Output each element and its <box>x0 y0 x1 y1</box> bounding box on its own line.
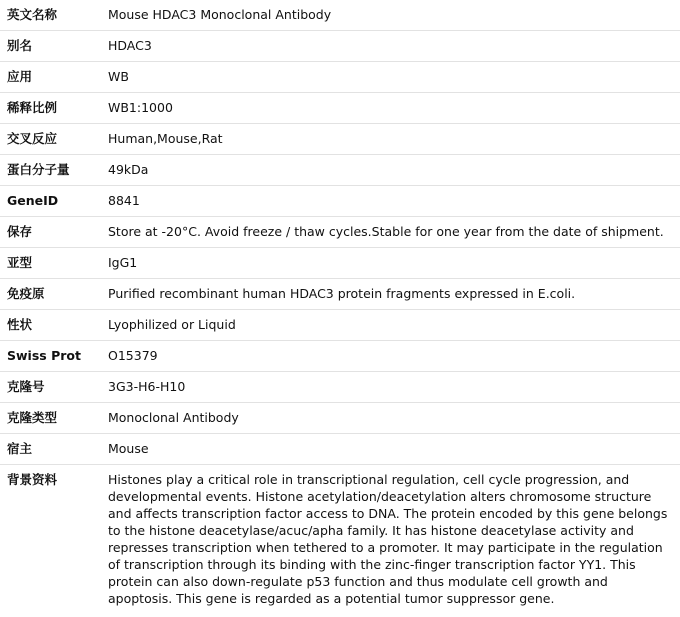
row-clone-number <box>0 372 680 403</box>
row-label: Swiss Prot <box>0 341 107 372</box>
row-isotype <box>0 248 680 279</box>
row-label: 克隆号 <box>0 372 107 403</box>
row-label: 背景资料 <box>7 472 58 487</box>
row-label: 保存 <box>0 217 107 248</box>
row-gene-id <box>0 186 680 217</box>
row-label: GeneID <box>0 186 107 217</box>
row-storage <box>0 217 680 248</box>
row-application <box>0 62 680 93</box>
row-value: Store at -20°C. Avoid freeze / thaw cycles.Stable for one year from the date of shipment. <box>107 217 680 248</box>
row-label: 稀释比例 <box>0 93 107 124</box>
row-english-name <box>0 0 680 31</box>
row-value: 3G3-H6-H10 <box>107 372 680 403</box>
row-value: Lyophilized or Liquid <box>107 310 680 341</box>
row-molecular-weight <box>0 155 680 186</box>
row-value: 49kDa <box>107 155 680 186</box>
row-label: 性状 <box>0 310 107 341</box>
row-alias <box>0 31 680 62</box>
row-label: 交叉反应 <box>0 124 107 155</box>
row-background <box>0 465 680 612</box>
row-label: 英文名称 <box>0 0 107 31</box>
row-value: Mouse <box>107 434 680 465</box>
row-value: HDAC3 <box>107 31 680 62</box>
row-value: O15379 <box>107 341 680 372</box>
row-value: IgG1 <box>107 248 680 279</box>
row-value: WB <box>107 62 680 93</box>
row-value: Purified recombinant human HDAC3 protein fragments expressed in E.coli. <box>107 279 680 310</box>
row-label: 别名 <box>0 31 107 62</box>
row-value: 8841 <box>107 186 680 217</box>
row-value: Mouse HDAC3 Monoclonal Antibody <box>107 0 680 31</box>
row-value: WB1:1000 <box>107 93 680 124</box>
row-label: 免疫原 <box>0 279 107 310</box>
row-label: 亚型 <box>0 248 107 279</box>
row-label: 应用 <box>0 62 107 93</box>
row-value: Monoclonal Antibody <box>107 403 680 434</box>
row-label: 宿主 <box>0 434 107 465</box>
row-swiss-prot <box>0 341 680 372</box>
row-cross-reactivity <box>0 124 680 155</box>
row-label: 蛋白分子量 <box>0 155 107 186</box>
row-value: Histones play a critical role in transcriptional regulation, cell cycle progression, and developmental events. Histone acetylation/deacetylation alters chromosome structure and affects transcription factor access to DNA. The protein encoded by this gene belongs to the histone deacetylase/acuc/apha family. It has histone deacetylase activity and represses transcription when tethered to a promoter. It may participate in the regulation of transcription through its binding with the zinc-finger transcription factor YY1. This protein can also down-regulate p53 function and thus modulate cell growth and apoptosis. This gene is regarded as a potential tumor suppressor gene. <box>108 472 668 606</box>
row-host <box>0 434 680 465</box>
row-clone-type <box>0 403 680 434</box>
row-immunogen <box>0 279 680 310</box>
row-form <box>0 310 680 341</box>
row-dilution <box>0 93 680 124</box>
row-label: 克隆类型 <box>0 403 107 434</box>
row-value: Human,Mouse,Rat <box>107 124 680 155</box>
